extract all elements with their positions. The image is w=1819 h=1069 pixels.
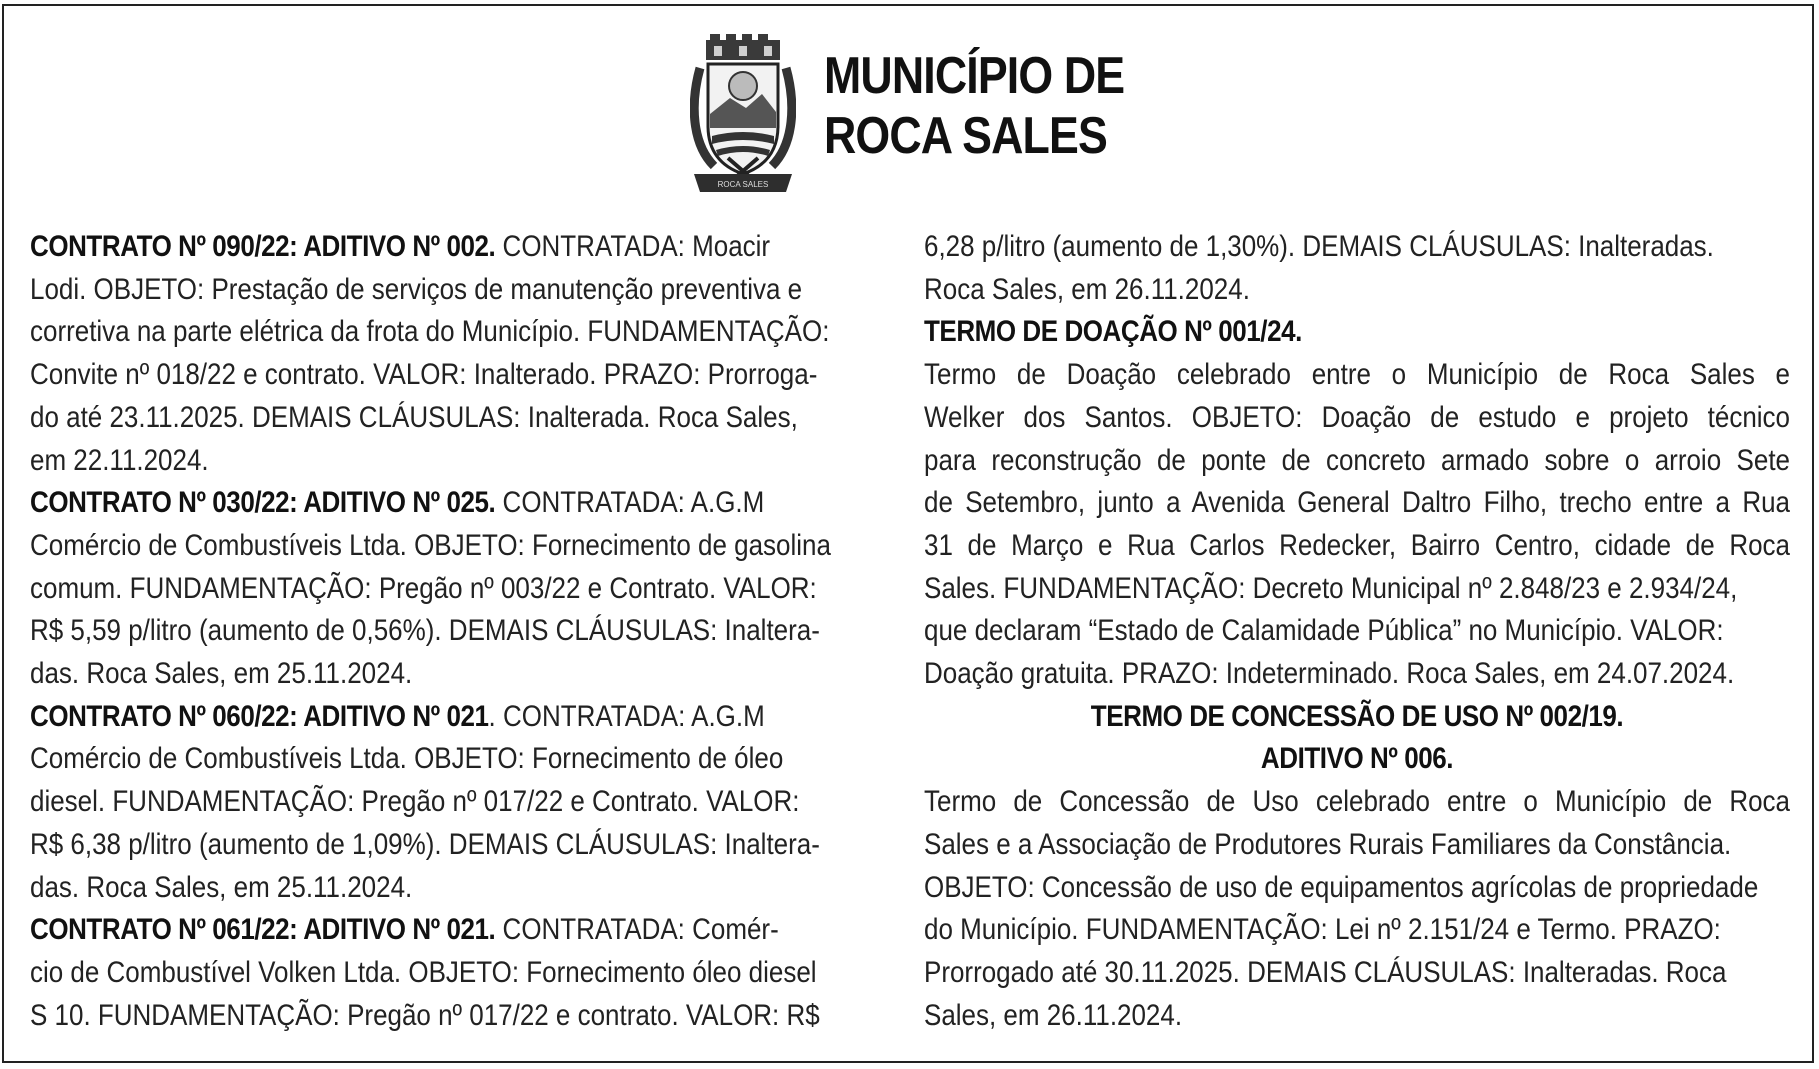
- donation-line: de Setembro, junto a Avenida General Daltro Filho, trecho entre a Rua: [924, 486, 1790, 520]
- donation-line: Sales. FUNDAMENTAÇÃO: Decreto Municipal nº 2.848/23 e 2.934/24,: [924, 571, 1738, 605]
- contract-090-line-3: corretiva na parte elétrica da frota do Município. FUNDAMENTAÇÃO:: [30, 315, 830, 349]
- svg-text:ROCA SALES: ROCA SALES: [717, 180, 769, 189]
- concession-line: do Município. FUNDAMENTAÇÃO: Lei nº 2.151/24 e Termo. PRAZO:: [924, 913, 1721, 947]
- title-line-2: ROCA SALES: [824, 107, 1107, 165]
- donation-line: Doação gratuita. PRAZO: Indeterminado. Roca Sales, em 24.07.2024.: [924, 657, 1735, 691]
- concession-heading-1: TERMO DE CONCESSÃO DE USO Nº 002/19.: [1090, 699, 1624, 733]
- concession-line: Sales, em 26.11.2024.: [924, 998, 1183, 1032]
- concession-line: Prorrogado até 30.11.2025. DEMAIS CLÁUSULAS: Inalteradas. Roca: [924, 955, 1727, 989]
- left-column: [30, 226, 896, 1037]
- contract-061-continuation-1: 6,28 p/litro (aumento de 1,30%). DEMAIS CLÁUSULAS: Inalteradas.: [924, 230, 1714, 263]
- concession-heading-2: ADITIVO Nº 006.: [1260, 742, 1454, 776]
- contract-090-line-1: CONTRATO Nº 090/22: ADITIVO Nº 002. CONTRATADA: Moacir: [30, 230, 771, 263]
- concession-line: OBJETO: Concessão de uso de equipamentos agrícolas de propriedade: [924, 870, 1759, 904]
- contract-090-line-2: Lodi. OBJETO: Prestação de serviços de manutenção preventiva e: [30, 272, 803, 306]
- contract-061-line-2: cio de Combustível Volken Ltda. OBJETO: Fornecimento óleo diesel: [30, 955, 817, 989]
- contract-030-line-1: CONTRATO Nº 030/22: ADITIVO Nº 025. CONTRATADA: A.G.M: [30, 486, 765, 520]
- municipal-coat-of-arms-icon: [690, 34, 796, 194]
- contract-030-line-2: Comércio de Combustíveis Ltda. OBJETO: Fornecimento de gasolina: [30, 528, 831, 562]
- donation-line: Welker dos Santos. OBJETO: Doação de estudo e projeto técnico: [924, 400, 1790, 434]
- notice-header: [690, 34, 1210, 194]
- contract-060-line-4: R$ 6,38 p/litro (aumento de 1,09%). DEMAIS CLÁUSULAS: Inaltera-: [30, 827, 820, 861]
- right-column: [924, 226, 1790, 1037]
- concession-line: Sales e a Associação de Produtores Rurais Familiares da Constância.: [924, 827, 1732, 861]
- contract-061-line-3: S 10. FUNDAMENTAÇÃO: Pregão nº 017/22 e contrato. VALOR: R$: [30, 998, 820, 1032]
- donation-heading: TERMO DE DOAÇÃO Nº 001/24.: [924, 315, 1302, 349]
- donation-line: que declaram “Estado de Calamidade Pública” no Município. VALOR:: [924, 614, 1724, 648]
- contract-061-continuation-2: Roca Sales, em 26.11.2024.: [924, 272, 1250, 306]
- concession-line: Termo de Concessão de Uso celebrado entre o Município de Roca: [924, 785, 1790, 819]
- contract-030-line-5: das. Roca Sales, em 25.11.2024.: [30, 657, 413, 691]
- contract-060-line-1: CONTRATO Nº 060/22: ADITIVO Nº 021. CONTRATADA: A.G.M: [30, 699, 765, 733]
- contract-060-line-3: diesel. FUNDAMENTAÇÃO: Pregão nº 017/22 e Contrato. VALOR:: [30, 785, 800, 819]
- title-line-1: MUNICÍPIO DE: [824, 47, 1125, 105]
- contract-060-line-2: Comércio de Combustíveis Ltda. OBJETO: Fornecimento de óleo: [30, 742, 784, 776]
- contract-090-line-4: Convite nº 018/22 e contrato. VALOR: Inalterado. PRAZO: Prorroga-: [30, 358, 818, 392]
- contract-090-line-6: em 22.11.2024.: [30, 443, 209, 477]
- contract-030-line-3: comum. FUNDAMENTAÇÃO: Pregão nº 003/22 e Contrato. VALOR:: [30, 571, 817, 605]
- contract-090-line-5: do até 23.11.2025. DEMAIS CLÁUSULAS: Inalterada. Roca Sales,: [30, 400, 798, 434]
- contract-030-line-4: R$ 5,59 p/litro (aumento de 0,56%). DEMAIS CLÁUSULAS: Inaltera-: [30, 614, 820, 648]
- page-title: [824, 46, 1124, 166]
- donation-line: Termo de Doação celebrado entre o Município de Roca Sales e: [924, 358, 1790, 392]
- contract-061-line-1: CONTRATO Nº 061/22: ADITIVO Nº 021. CONTRATADA: Comér-: [30, 913, 779, 947]
- donation-line: 31 de Março e Rua Carlos Redecker, Bairro Centro, cidade de Roca: [924, 528, 1790, 562]
- donation-line: para reconstrução de ponte de concreto armado sobre o arroio Sete: [924, 443, 1790, 477]
- contract-060-line-5: das. Roca Sales, em 25.11.2024.: [30, 870, 413, 904]
